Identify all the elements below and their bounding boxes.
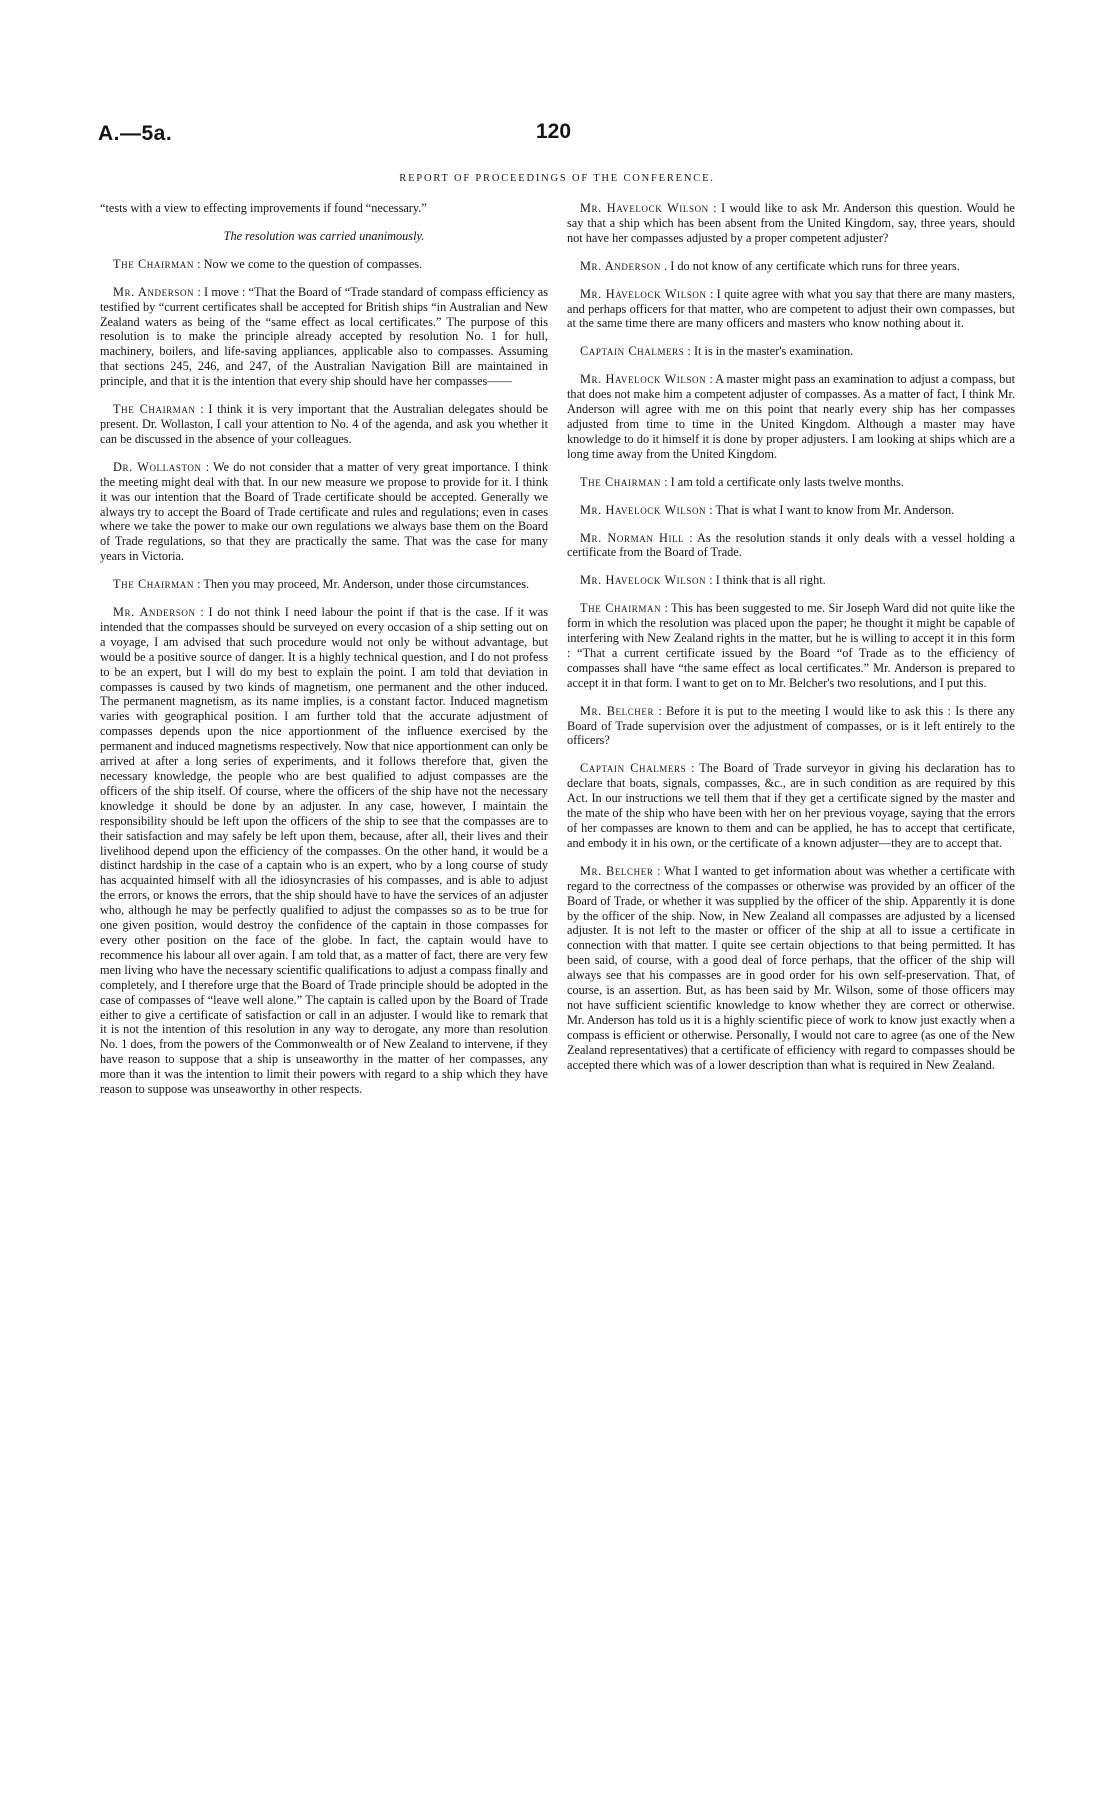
paragraph-text: : Now we come to the question of compasses.: [197, 256, 423, 271]
paragraph: [100, 229, 548, 244]
paragraph: [567, 601, 1015, 690]
speaker: Mr. Norman Hill: [580, 530, 685, 545]
speaker: The Chairman: [113, 256, 194, 271]
right-column: [567, 201, 1015, 1086]
speaker: Dr. Wollaston: [113, 459, 202, 474]
paragraph-text: : It is in the master's examination.: [687, 344, 854, 359]
speaker: Mr. Havelock Wilson: [580, 372, 707, 387]
document-reference: A.—5a.: [98, 122, 173, 145]
paragraph-text: : I move : “That the Board of “Trade standard of compass efficiency as testified by “current certificates shall be accepted for British ships “in Australian and New Zealand waters as being of the “same effect as local certificates.” The purpose of this resolution is to make the principle already accepted by resolution No. 1 for hull, machinery, boilers, and life-saving appliances, applicable also to compasses. Assuming that sections 245, 246, and 247, of the Australian Navigation Bill are maintained in principle, and that it is the intention that every ship should have her compasses——: [100, 284, 548, 389]
paragraph-text: : I quite agree with what you say that there are many masters, and perhaps officers for that matter, who are competent to adjust their own compasses, but at the same time there are many officers and masters who know nothing about it.: [567, 286, 1015, 331]
paragraph: [100, 605, 548, 1097]
speaker: The Chairman: [580, 474, 661, 489]
paragraph-text: “tests with a view to effecting improvements if found “necessary.”: [100, 201, 427, 215]
speaker: The Chairman: [113, 577, 194, 592]
speaker: Mr. Belcher: [580, 863, 654, 878]
paragraph-text: : I would like to ask Mr. Anderson this question. Would he say that a ship which has been absent from the United Kingdom, say, three years, should not have her compasses adjusted by a proper competent adjuster?: [567, 201, 1015, 245]
speaker: Mr. Anderson: [113, 284, 195, 299]
paragraph-text: : A master might pass an examination to adjust a compass, but that does not make him a competent adjuster of compasses. As a matter of fact, I think Mr. Anderson will agree with me on this point that nearly every ship has her compasses adjusted from time to time in the United Kingdom. Although a master may have knowledge to do it himself it is done by proper adjusters. I am looking at ships which are a long time away from the United Kingdom.: [567, 372, 1016, 461]
paragraph: [567, 704, 1015, 749]
paragraph: [567, 201, 1015, 246]
running-head: REPORT OF PROCEEDINGS OF THE CONFERENCE.: [399, 173, 715, 184]
paragraph-text: The resolution was carried unanimously.: [223, 228, 425, 243]
paragraph: [567, 864, 1015, 1073]
paragraph: [567, 344, 1015, 359]
paragraph-text: . I do not know of any certificate which runs for three years.: [664, 258, 960, 273]
paragraph-text: : As the resolution stands it only deals with a vessel holding a certificate from the Board of Trade.: [567, 530, 1016, 560]
paragraph-text: : That is what I want to know from Mr. Anderson.: [709, 502, 955, 517]
paragraph: [567, 531, 1015, 561]
speaker: Mr. Anderson: [580, 258, 661, 273]
paragraph-text: : I do not think I need labour the point if that is the case. If it was intended that the compasses should be surveyed on every occasion of a ship setting out on a voyage, I am advised that such procedure would not only be without advantage, but would be a positive source of danger. It is a highly technical question, and I do not profess to be an expert, but I will do my best to explain the point. I am told that deviation in compasses is caused by two kinds of magnetism, one permanent and the other induced. The permanent magnetism, as its name implies, is a constant factor. Induced magnetism varies with geographical position. I am further told that the accurate adjustment of compasses depends upon the nice apportionment of the influence exercised by the permanent and induced magnetisms respectively. Now that nice apportionment can only be arrived at after a long series of experiments, and it follows therefore that, given the necessary knowledge, the people who are best qualified to adjust compasses are the officers of the ship itself. Of course, where the officers of the ship have not the necessary knowledge it should be done by an adjuster. In any case, however, I maintain the responsibility should be left upon the officers of the ship to see that the compasses are to their satisfaction and may safely be left upon them, because, after all, their lives and their livelihood depend upon the efficiency of the compasses. On the other hand, it would be a distinct hardship in the case of a captain who is an expert, who by a long course of study has acquainted himself with all the idiosyncrasies of his compasses, and is able to adjust the errors, or knows the errors, that the ship should have to have the services of an adjuster who, although he may be perfectly qualified to adjust the compasses so as to be true for one given position, would destroy the confidence of the captain in those compasses for every other position on the face of the globe. In fact, the captain would have to recommence his labour all over again. I am told that, as a matter of fact, there are very few men living who have the necessary scientific qualifications to adjust a compass finally and completely, and I therefore urge that the Board of Trade principle should be adopted in the case of compasses of “leave well alone.” The captain is called upon by the Board of Trade either to give a certificate of satisfaction or call in an adjuster. I would like to remark that it is not the intention of this resolution in any way to derogate, any more than resolution No. 1 does, from the powers of the Commonwealth or of New Zealand to intervene, if they have reason to suppose that a ship is unseaworthy in the matter of her compasses, any more than it was the intention to limit their powers with regard to a ship which they have reason to suppose was unseaworthy in other respects.: [100, 605, 548, 1097]
speaker: Captain Chalmers: [580, 344, 685, 359]
paragraph: [100, 577, 548, 592]
speaker: Mr. Havelock Wilson: [580, 502, 707, 517]
paragraph-text: : I think it is very important that the Australian delegates should be present. Dr. Wollaston, I call your attention to No. 4 of the agenda, and ask you whether it can be discussed in the absence of your colleagues.: [100, 402, 548, 446]
speaker: Captain Chalmers: [580, 761, 687, 776]
paragraph: [567, 372, 1015, 461]
paragraph-text: : We do not consider that a matter of very great importance. I think the meeting might deal with that. In our new measure we propose to provide for it. I think it was our intention that the Board of Trade certificate should be accepted. Generally we always try to accept the Board of Trade certificate and rules and regulations; even in cases where we take the power to make our own regulations we always base them on the Board of Trade regulations, so that they are practically the same. That was the case for many years in Victoria.: [100, 459, 548, 564]
paragraph-text: : The Board of Trade surveyor in giving his declaration has to declare that boats, signals, compasses, &c., are in such condition as are required by this Act. In our instructions we tell them that if they get a certificate signed by the master and the mate of the ship who have been with her on her previous voyage, saying that the errors of her compasses are known to them and can be applied, he has to accept that certificate, and embody it in his own, or the certificate of a known adjuster—they are to accept that.: [567, 761, 1015, 850]
paragraph-text: : Before it is put to the meeting I would like to ask this : Is there any Board of Trade supervision over the adjustment of compasses, or is it left entirely to the officers?: [567, 703, 1016, 748]
left-column: [100, 201, 548, 1110]
paragraph: [100, 402, 548, 447]
paragraph: [567, 287, 1015, 332]
paragraph: [100, 285, 548, 389]
paragraph-text: : This has been suggested to me. Sir Joseph Ward did not quite like the form in which the resolution was placed upon the paper; he thought it might be capable of interfering with New Zealand rights in the matter, but he is willing to accept it in this form : “That a current certificate issued by the Board “of Trade as to the efficiency of compasses shall have “the same effect as local certificates.” Mr. Anderson is prepared to accept it in that form. I want to get on to Mr. Belcher's two resolutions, and I put this.: [567, 601, 1015, 690]
paragraph-text: : I think that is all right.: [709, 573, 826, 588]
paragraph: [567, 573, 1015, 588]
paragraph-text: : What I wanted to get information about was whether a certificate with regard to the correctness of the compasses or otherwise was provided by an officer of the Board of Trade, or whether it was supplied by the officer of the ship. Apparently it is done by the officer of the ship. Now, in New Zealand all compasses are adjusted by a licensed adjuster. It is not left to the master or officer of the ship at all to issue a certificate in connection with that matter. I quite see certain objections to that being permitted. It has been said, of course, with a good deal of force perhaps, that the officer of the ship will always see that his compasses are in good order for his own self-preservation. That, of course, is an assertion. But, as has been said by Mr. Wilson, some of those officers may not have sufficient scientific knowledge to know whether they are correct or otherwise. Mr. Anderson has told us it is a highly scientific piece of work to know just exactly when a compass is efficient or otherwise. Personally, I would not care to agree (as one of the New Zealand representatives) that a certificate of efficiency with regard to compasses should be accepted there which was of a lower description than what is required in New Zealand.: [567, 863, 1016, 1072]
paragraph-text: : Then you may proceed, Mr. Anderson, under those circumstances.: [197, 577, 530, 592]
paragraph: [567, 475, 1015, 490]
page-number: 120: [536, 120, 572, 143]
speaker: Mr. Havelock Wilson: [580, 286, 707, 301]
paragraph: [100, 257, 548, 272]
paragraph: [100, 201, 548, 216]
speaker: Mr. Belcher: [580, 703, 655, 718]
paragraph-text: : I am told a certificate only lasts twelve months.: [664, 474, 904, 489]
paragraph: [567, 761, 1015, 850]
paragraph: [567, 259, 1015, 274]
paragraph: [567, 503, 1015, 518]
speaker: Mr. Anderson: [113, 605, 196, 620]
speaker: The Chairman: [580, 601, 662, 616]
speaker: Mr. Havelock Wilson: [580, 201, 709, 215]
paragraph: [100, 460, 548, 564]
speaker: Mr. Havelock Wilson: [580, 573, 707, 588]
speaker: The Chairman: [113, 402, 196, 417]
